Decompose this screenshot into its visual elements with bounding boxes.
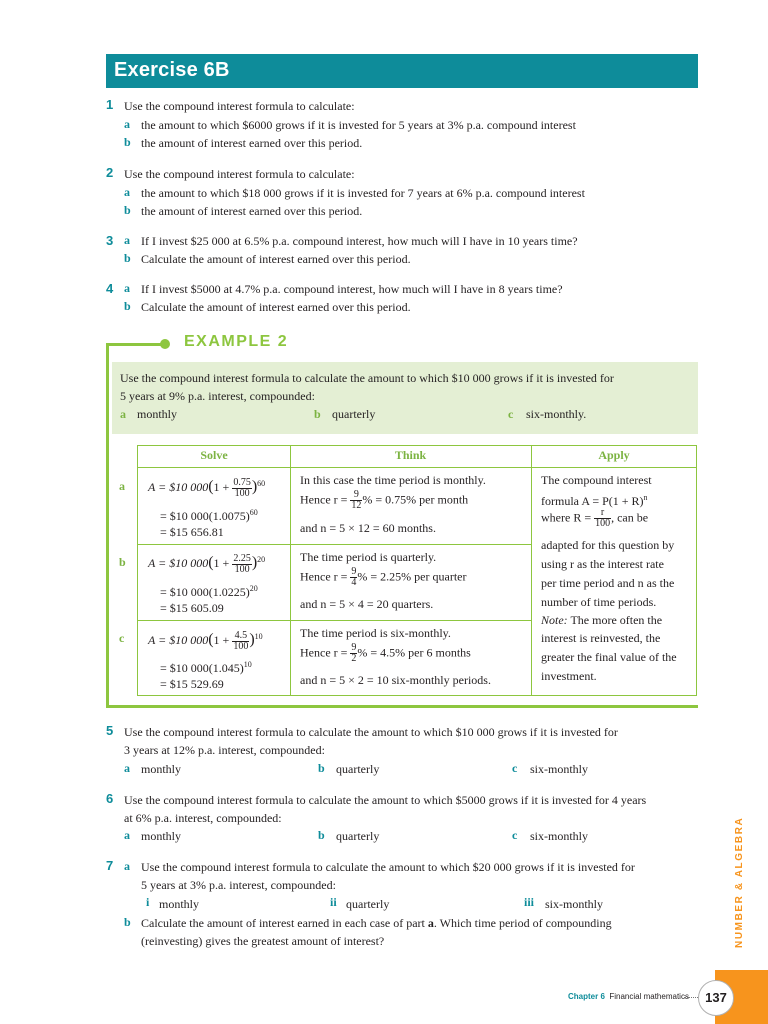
column-header-solve: Solve [200,448,228,462]
example-frame-left [106,344,109,708]
solve-formula: A = $10 000(1 + $\frac{2.25}{100}$ )$^{20}$ [148,552,266,575]
option-label: b [314,407,321,421]
example-bullet-dot [160,339,170,349]
apply-text: greater the final value of the [541,650,677,664]
part-label: a [124,859,130,873]
option-text: quarterly [346,897,390,911]
option-text: six-monthly [545,897,604,911]
part-label: b [124,251,131,265]
solve-result: = $15 605.09 [160,601,224,615]
option-label: ii [330,895,337,909]
question-stem: Use the compound interest formula to calculate the amount to which $5000 grows if it is invested for 4 years [124,793,647,807]
exercise-title: Exercise 6B [114,59,230,81]
solve-result: = $15 529.69 [160,677,224,691]
think-rate: Hence r = $\frac{9}{4}$ % = 2.25% per quarter [300,566,467,588]
column-header-think: Think [394,448,427,462]
option-label: c [508,407,514,421]
part-label: a [124,281,130,295]
option-text: monthly [137,407,178,421]
option-label: b [318,761,325,775]
solve-formula: A = $10 000(1 + $\frac{4.5}{100}$ )$^{10}$ [148,629,263,652]
part-label: b [124,915,131,929]
part-text: the amount of interest earned over this period. [141,136,363,150]
option-label: a [124,828,130,842]
part-label: b [124,299,131,313]
option-label: c [512,761,518,775]
example-frame-top [106,343,164,346]
apply-text: where R = $\frac{r}{100}$ , can be [541,507,649,529]
option-text: quarterly [336,762,380,776]
column-header-apply: Apply [598,448,630,462]
option-text: quarterly [336,829,380,843]
option-label: c [512,828,518,842]
exercise-header-bar [106,54,698,88]
part-text: Calculate the amount of interest earned in each case of part a. Which time period of compounding [141,916,612,930]
part-label: a [124,185,130,199]
option-label: i [146,895,150,909]
example-prompt-line: 5 years at 9% p.a. interest, compounded: [120,389,315,403]
part-text: (reinvesting) gives the greatest amount of interest? [141,934,385,948]
apply-text: using r as the interest rate [541,557,664,571]
think-text: In this case the time period is monthly. [300,473,486,487]
apply-text: interest is reinvested, the [541,631,661,645]
think-rate: Hence r = $\frac{9}{2}$ % = 4.5% per 6 months [300,642,471,664]
option-text: quarterly [332,407,376,421]
question-stem: 3 years at 12% p.a. interest, compounded: [124,743,325,757]
option-text: monthly [141,829,182,843]
question-number: 1 [106,97,114,112]
part-text: 5 years at 3% p.a. interest, compounded: [141,878,336,892]
apply-text: formula $A = P(1 + R)^n$ [541,493,648,508]
row-divider [138,620,531,621]
option-label: iii [524,895,535,909]
question-number: 4 [106,281,114,296]
option-label: b [318,828,325,842]
exponent: 60 [257,479,266,488]
apply-note: Note: The more often the [541,613,663,627]
example-prompt-line: Use the compound interest formula to calculate the amount to which $10 000 grows if it is invested for [120,371,614,385]
strand-side-label: NUMBER & ALGEBRA [734,816,745,948]
solve-step: = $10 $000(1.0225)^{20}$ [160,584,258,599]
row-label: b [119,555,126,569]
page-number-badge [698,980,734,1016]
question-number: 2 [106,165,114,180]
question-stem: Use the compound interest formula to calculate: [124,167,355,181]
solve-prefix: A = $10 000 [148,480,209,494]
part-text: the amount to which $18 000 grows if it is invested for 7 years at 6% p.a. compound interest [141,186,585,200]
question-number: 7 [106,858,114,873]
apply-text: investment. [541,669,597,683]
footer-dotted-leader [684,997,698,998]
apply-text: per time period and n as the [541,576,675,590]
think-periods: and n = 5 × 2 = 10 six-monthly periods. [300,673,491,687]
part-text: Calculate the amount of interest earned over this period. [141,300,411,314]
part-text: the amount to which $6000 grows if it is invested for 5 years at 3% p.a. compound interest [141,118,576,132]
solve-step: = $10 $000(1.045)^{10}$ [160,660,252,675]
column-divider [531,446,532,695]
row-label: c [119,631,125,645]
fraction: $\frac{0.75}{100}$ [233,476,251,499]
page-number: 137 [705,990,727,1005]
example-frame-bottom [106,705,698,708]
part-label: a [124,233,130,247]
question-number: 3 [106,233,114,248]
solve-result: = $15 656.81 [160,525,224,539]
part-text: the amount of interest earned over this period. [141,204,363,218]
row-divider [138,544,531,545]
option-text: six-monthly. [526,407,587,421]
solve-think-apply-table [137,445,697,696]
example-title: EXAMPLE 2 [184,333,289,350]
column-divider [290,446,291,695]
think-text: The time period is six-monthly. [300,626,451,640]
solve-formula: A = $10 000(1 + $\frac{0.75}{100}$ )$^{60}$ [148,476,266,499]
option-label: a [124,761,130,775]
part-text: Calculate the amount of interest earned over this period. [141,252,411,266]
part-label: b [124,203,131,217]
row-label: a [119,479,125,493]
option-text: monthly [141,762,182,776]
think-periods: and n = 5 × 12 = 60 months. [300,521,436,535]
question-number: 5 [106,723,114,738]
part-label: b [124,135,131,149]
option-text: six-monthly [530,762,589,776]
think-rate: Hence r = $\frac{9}{12}$ % = 0.75% per month [300,489,469,511]
solve-step: = $10 $000(1.0075)^{60}$ [160,508,258,523]
part-text: Use the compound interest formula to calculate the amount to which $20 000 grows if it is invested for [141,860,635,874]
apply-text: adapted for this question by [541,538,675,552]
footer-chapter: Chapter 6 Financial mathematics [568,992,689,1001]
think-periods: and n = 5 × 4 = 20 quarters. [300,597,434,611]
part-text: If I invest $5000 at 4.7% p.a. compound interest, how much will I have in 8 years time? [141,282,563,296]
option-text: six-monthly [530,829,589,843]
part-label: a [124,117,130,131]
question-stem: Use the compound interest formula to calculate the amount to which $10 000 grows if it is invested for [124,725,618,739]
question-number: 6 [106,791,114,806]
option-label: a [120,407,126,421]
question-stem: at 6% p.a. interest, compounded: [124,811,282,825]
part-text: If I invest $25 000 at 6.5% p.a. compound interest, how much will I have in 10 years time? [141,234,578,248]
apply-text: The compound interest [541,473,652,487]
header-divider [138,467,696,468]
example-prompt-box [112,362,698,434]
question-stem: Use the compound interest formula to calculate: [124,99,355,113]
think-text: The time period is quarterly. [300,550,437,564]
option-text: monthly [159,897,200,911]
apply-text: number of time periods. [541,595,657,609]
